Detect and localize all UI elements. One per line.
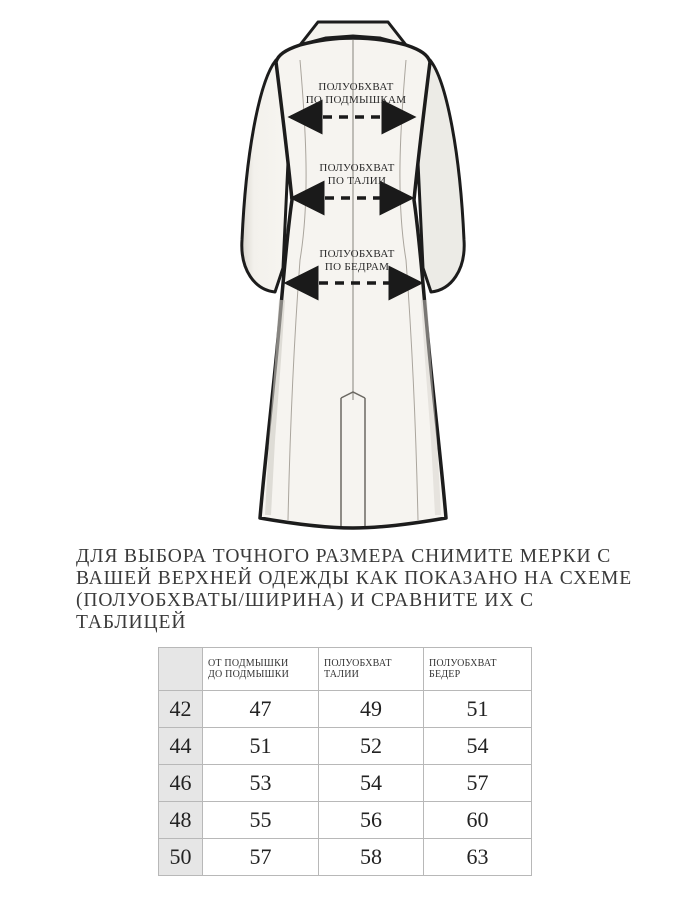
header-waist	[319, 648, 424, 691]
waist-label	[287, 162, 427, 188]
table-row	[159, 691, 532, 728]
hips-value: 60	[424, 802, 532, 839]
armpit-value: 53	[203, 765, 319, 802]
table-row	[159, 728, 532, 765]
armpit-value: 51	[203, 728, 319, 765]
size-cell: 46	[159, 765, 203, 802]
waist-value: 54	[319, 765, 424, 802]
waist-label-line-2: ПО ТАЛИИ	[327, 175, 387, 187]
hips-value: 57	[424, 765, 532, 802]
size-cell: 44	[159, 728, 203, 765]
header-waist-line-2: ТАЛИИ	[324, 669, 360, 680]
instructions-text: ДЛЯ ВЫБОРА ТОЧНОГО РАЗМЕРА СНИМИТЕ МЕРКИ С ВАШЕЙ ВЕРХНЕЙ ОДЕЖДЫ КАК ПОКАЗАНО НА СХЕМЕ (ПОЛУОБХВАТЫ/ШИРИНА) И СРАВНИТЕ ИХ С ТАБЛИЦЕЙ	[76, 546, 633, 633]
header-hips	[424, 648, 532, 691]
table-header-row	[159, 648, 532, 691]
waist-value: 49	[319, 691, 424, 728]
waist-value: 58	[319, 839, 424, 876]
hips-label-line-2: ПО БЕДРАМ	[324, 261, 390, 273]
armpit-label-line-1: ПОЛУОБХВАТ	[318, 81, 394, 93]
armpit-value: 55	[203, 802, 319, 839]
header-hips-line-1: ПОЛУОБХВАТ	[429, 658, 497, 669]
hips-value: 63	[424, 839, 532, 876]
size-cell: 50	[159, 839, 203, 876]
header-hips-line-2: БЕДЕР	[429, 669, 461, 680]
header-armpit-line-1: ОТ ПОДМЫШКИ	[208, 658, 289, 669]
hips-label	[287, 248, 427, 274]
armpit-label	[286, 81, 426, 107]
header-armpit-line-2: ДО ПОДМЫШКИ	[208, 669, 290, 680]
hips-label-line-1: ПОЛУОБХВАТ	[319, 248, 395, 260]
table-row	[159, 802, 532, 839]
waist-label-line-1: ПОЛУОБХВАТ	[319, 162, 395, 174]
size-table	[158, 647, 532, 876]
hips-value: 54	[424, 728, 532, 765]
header-armpit	[203, 648, 319, 691]
size-cell: 48	[159, 802, 203, 839]
hips-value: 51	[424, 691, 532, 728]
armpit-value: 47	[203, 691, 319, 728]
table-row	[159, 839, 532, 876]
waist-value: 52	[319, 728, 424, 765]
table-corner-cell	[159, 648, 203, 691]
armpit-value: 57	[203, 839, 319, 876]
table-row	[159, 765, 532, 802]
header-waist-line-1: ПОЛУОБХВАТ	[324, 658, 392, 669]
waist-value: 56	[319, 802, 424, 839]
size-cell: 42	[159, 691, 203, 728]
armpit-label-line-2: ПО ПОДМЫШКАМ	[305, 94, 407, 106]
